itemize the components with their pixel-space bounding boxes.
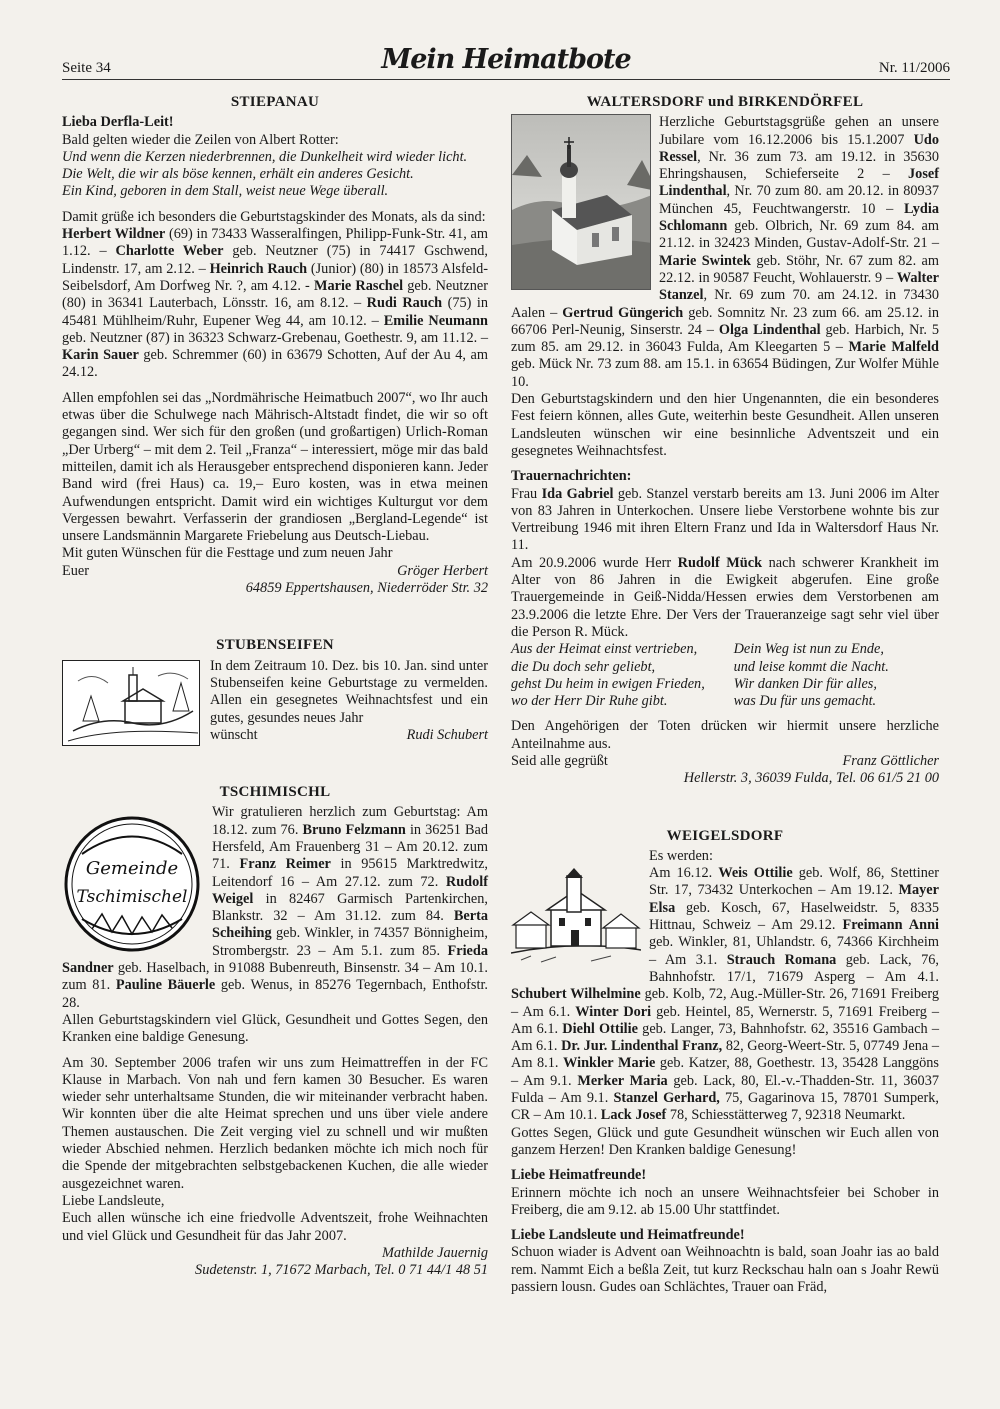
verse-line: wo der Herr Dir Ruhe gibt. (511, 693, 668, 710)
signer-name: Franz Göttlicher (842, 752, 939, 769)
memorial-verse (511, 641, 939, 710)
poem-line: Die Welt, die wir als böse kennen, erhält ein anderes Gesicht. (62, 166, 414, 183)
section-weigelsdorf (511, 828, 939, 1297)
poem-line: Ein Kind, geboren in dem Stall, weist neue Wege überall. (62, 183, 389, 200)
verse-line: was Du für uns gemacht. (733, 693, 877, 710)
poem-line: Und wenn die Kerzen niederbrennen, die Dunkelheit wird wieder licht. (62, 148, 468, 165)
meeting-text: Am 30. September 2006 trafen wir uns zum Heimattreffen in der FC Klause in Marbach. Von nah und fern kamen 30 Besucher. Es waren wieder sehr unterhaltsame Stunden, die wir miteinander verbracht haben. Wir konnten über die alte Heimat sprechen und uns über viele andere Themen austauschen. Die Zeit verging viel zu schnell und wir mußten wieder Abschied nehmen. Herzlich bedanken möchte ich mich noch für die Spende der mitgebrachten selbstgebackenen Kuchen, die alle wieder ausgezeichnet waren. (62, 1054, 488, 1192)
signer-name: Mathilde Jauernig (381, 1244, 488, 1261)
blessing-text: Allen Geburtstagskindern viel Glück, Gesundheit und Gottes Segen, den Kranken eine baldige Genesung. (62, 1011, 488, 1046)
section-title: WEIGELSDORF (666, 827, 784, 844)
verse-line: Dein Weg ist nun zu Ende, (733, 641, 884, 658)
verse-line: und leise kommt die Nacht. (733, 658, 889, 675)
closing-euer: Euer (62, 562, 89, 579)
birthday-list: Herzliche Geburtstagsgrüße gehen an unsere Jubilare vom 16.12.2006 bis 15.1.2007 Udo Ressel, Nr. 36 zum 73. am 19.12. in 35630 Ehringshausen, Schieferseite 2 – Josef Lindenthal, Nr. 70 zum 80. am 20.12. in 80937 München 45, Feuchtwangerstr. 10 – Lydia Schlomann geb. Olbrich, Nr. 69 zum 84. am 21.12. in 32423 Minden, Gustav-Adolf-Str. 21 – Marie Swintek geb. Stöhr, Nr. 67 zum 82. am 22.12. in 90587 Feucht, Wohlauerstr. 9 – Walter Stanzel, Nr. 69 zum 70. am 24.12. in 73430 Aalen – Gertrud Güngerich geb. Somnitz Nr. 23 zum 66. am 25.12. in 66706 Perl-Neunig, Sinserstr. 24 – Olga Lindenthal geb. Harbich, Nr. 5 zum 85. am 29.12. in 36043 Fulda, Am Kleegarten 5 – Marie Malfeld geb. Mück Nr. 73 zum 88. am 15.1. in 63654 Büdingen, Zur Wolfer Mühle 10. (511, 114, 940, 390)
body-text: Allen empfohlen sei das „Nordmährische Heimatbuch 2007“, wo Ihr auch etwas über die Schulwege nach Mährisch-Altstadt findet, die wir so oft gegangen sind. Wer sich für den großen (und großartigen) Urlich-Roman „Der Urberg“ – mit dem 2. Teil „Franza“ – interessiert, möge mir das bald mitteilen, damit ich als Herausgeber entsprechend disponieren kann. Jeder Band wird (frei Haus) ca. 19,– Euro kosten, was in etwa meinen Aufwendungen entspricht. Damit wird ein wichtiges Kulturgut vor dem Vergessen bewahrt. Verfasserin der grandiosen „Bergland-Legende“ ist unsere Landsmännin Margarete Friebelung aus Deutsch-Liebau. (62, 389, 488, 545)
greeting: Lieba Derfla-Leit! (62, 114, 174, 131)
verse-line: Aus der Heimat einst vertrieben, (511, 641, 698, 658)
section-title: WALTERSDORF und BIRKENDÖRFEL (586, 94, 864, 110)
section-stiepanau (62, 94, 488, 597)
lead-text: Es werden: (649, 847, 713, 864)
condolence-text: Den Angehörigen der Toten drücken wir hiermit unsere herzliche Anteilnahme aus. (511, 718, 939, 752)
right-column (511, 94, 939, 1296)
signer-address: Hellerstr. 3, 36039 Fulda, Tel. 06 61/5 21 00 (683, 770, 939, 787)
wish-text: Euch allen wünsche ich eine friedvolle Adventszeit, frohe Weihnachten und viel Glück und Gesundheit für das Jahr 2007. (62, 1210, 488, 1244)
intro-text: Bald gelten wieder die Zeilen von Albert Rotter: (62, 131, 339, 148)
seal-line-1: Gemeinde (85, 858, 179, 880)
greet-text: Seid alle gegrüßt (511, 752, 608, 769)
section-title: STUBENSEIFEN (216, 637, 334, 654)
birthday-list: Wir gratulieren herzlich zum Geburtstag: Am 18.12. zum 76. Bruno Felzmann in 36251 Bad Hersfeld, Am Frauenberg 31 – Am 20.12. zum 71. Franz Reimer in 95615 Marktredwitz, Leitendorf 16 – Am 27.12. zum 72. Rudolf Weigel in 82467 Garmisch Partenkirchen, Blankstr. 32 – Am 31.12. zum 84. Berta Scheihing geb. Winkler, in 74357 Bönnigheim, Strombergstr. 23 – Am 5.1. zum 85. Frieda Sandner geb. Haselbach, in 91088 Bubenreuth, Binsenstr. 34 – Am 10.1. zum 81. Pauline Bäuerle geb. Wenus, in 85276 Tegernbach, Enthofstr. 28. (62, 804, 488, 1011)
signer-address: Sudetenstr. 1, 71672 Marbach, Tel. 0 71 44/1 48 51 (195, 1262, 488, 1279)
verse-line: Wir danken Dir für alles, (733, 675, 877, 692)
verse-line: die Du doch sehr geliebt, (511, 658, 656, 675)
page-number: Seite 34 (62, 60, 111, 76)
salutation: Liebe Landsleute, (62, 1192, 165, 1209)
mourning-notice: Am 20.9.2006 wurde Herr Rudolf Mück nach schwerer Krankheit im Alter von 86 Jahren in die Ewigkeit abgerufen. Eine große Trauergemeinde in Geiß-Nidda/Hessen erwies dem Verstorbenen am 23.9.2006 die letzte Ehre. Der Vers der Traueranzeige sagt sehr viel über die Person R. Mück. (511, 554, 939, 640)
friends-title: Liebe Heimatfreunde! (511, 1167, 647, 1184)
lead-text: Damit grüße ich besonders die Geburtstagskinder des Monats, als da sind: (62, 208, 486, 225)
section-title: TSCHIMISCHL (219, 784, 331, 801)
mourning-notice: Frau Ida Gabriel geb. Stanzel verstarb bereits am 13. Juni 2006 im Alter von 83 Jahren in Unterkochen. Unsere liebe Verstorbene wohnte bis zur Vertreibung 1946 mit ihren Eltern Franz und Ida in Waltersdorf Haus Nr. 11. (511, 485, 940, 554)
signer-name: Rudi Schubert (406, 726, 488, 743)
dialect-title: Liebe Landsleute und Heimatfreunde! (511, 1227, 745, 1244)
birthday-list: Am 16.12. Weis Ottilie geb. Wolf, 86, Stettiner Str. 17, 73432 Unterkochen – Am 19.12. Mayer Elsa geb. Kosch, 67, Haselweidstr. 5, 8335 Hittnau, Schweiz – Am 29.12. Freimann Anni geb. Winkler, 81, Uhlandstr. 6, 74366 Kirchheim – Am 3.1. Strauch Romana geb. Lack, 76, Bahnhofstr. 17/1, 71679 Asperg – Am 4.1. Schubert Wilhelmine geb. Kolb, 72, Aug.-Müller-Str. 26, 71691 Freiberg – Am 6.1. Winter Dori geb. Heintel, 85, Wernerstr. 5, 71691 Freiberg – Am 6.1. Diehl Ottilie geb. Langer, 73, Bahnhofstr. 62, 35516 Gambach – Am 6.1. Dr. Jur. Lindenthal Franz, 82, Georg-Weert-Str. 5, 07749 Jena – Am 8.1. Winkler Marie geb. Katzer, 88, Goethestr. 13, 35428 Langgöns – Am 9.1. Merker Maria geb. Lack, 80, El.-v.-Thadden-Str. 11, 36037 Fulda – Am 9.1. Stanzel Gerhard, 75, Gagarinova 15, 78701 Sumperk, CR – Am 10.1. Lack Josef 78, Schiesstätterweg 7, 92318 Neumarkt. (511, 865, 939, 1124)
closing-text: Mit guten Wünschen für die Festtage und zum neuen Jahr (62, 545, 393, 562)
blessing-text: Gottes Segen, Glück und gute Gesundheit wünschen wir Euch allen von ganzem Herzen! Den Kranken baldige Genesung! (511, 1124, 939, 1158)
signer-name: Gröger Herbert (397, 562, 488, 579)
section-title: STIEPANAU (230, 94, 320, 110)
section-tschimischl (62, 784, 488, 1279)
verse-line: gehst Du heim in ewigen Frieden, (511, 675, 705, 692)
friends-text: Erinnern möchte ich noch an unsere Weihnachtsfeier bei Schober in Freiberg, die am 9.12. ab 15.00 Uhr stattfindet. (511, 1184, 939, 1218)
page-header (62, 44, 950, 80)
issue-number: Nr. 11/2006 (878, 60, 950, 76)
wish-text: wünscht (210, 726, 258, 743)
village-sketch-image (511, 868, 641, 968)
wishes-text: Den Geburtstagskindern und den hier Ungenannten, die ein besonderes Fest feiern können, alles Gute, weiterhin beste Gesundheit. Allen unseren Landsleuten wünschen wir eine besinnliche Adventszeit und ein gesegnetes Weihnachtsfest. (511, 391, 939, 459)
seal-line-2: Tschimischel (76, 887, 188, 908)
mourning-title: Trauernachrichten: (511, 468, 632, 485)
signer-address: 64859 Eppertshausen, Niederröder Str. 32 (245, 580, 488, 597)
masthead: Mein Heimatbote (381, 44, 631, 75)
birthday-list: Herbert Wildner (69) in 73433 Wasseralfingen, Philipp-Funk-Str. 41, am 1.12. – Charlotte Weber geb. Neutzner (75) in 74417 Gschwend, Lindenstr. 17, am 2.12. – Heinrich Rauch (Junior) (80) in 18573 Alsfeld-Seibelsdorf, Am Dorfweg Nr. ?, am 4.12. - Marie Raschel geb. Neutzner (80) in 36341 Lauterbach, Lönsstr. 16, am 8.12. – Rudi Rauch (75) in 45481 Mühlheim/Ruhr, Eupener Weg 44, am 10.12. – Emilie Neumann geb. Neutzner (87) in 36323 Schwarz-Grebenau, Goethestr. 9, am 11.12. – Karin Sauer geb. Schremmer (60) in 63679 Schotten, Auf der Au 4, am 24.12. (62, 226, 489, 381)
dialect-text: Schuon wiader is Advent oan Weihnoachtn is bald, soan Joahr ias ao bald rem. Nammt Eich a beßla Zeit, tut kurz Reckschau haln oan s Joahr Rewü passiern lousn. Gudes oan Schlächtes, Trauer oan Fräd, (511, 1244, 939, 1295)
section-stubenseifen (62, 637, 488, 744)
chapel-sketch-image (62, 660, 200, 746)
chapel-photo (511, 114, 651, 290)
left-column (62, 94, 488, 1279)
community-seal-image (62, 814, 202, 954)
body-text: In dem Zeitraum 10. Dez. bis 10. Jan. sind unter Stubenseifen keine Geburtstage zu vermelden. Allen ein gesegnetes Weihnachtsfest und ein gutes, gesundes neues Jahr (210, 657, 488, 726)
section-waltersdorf (511, 94, 939, 788)
